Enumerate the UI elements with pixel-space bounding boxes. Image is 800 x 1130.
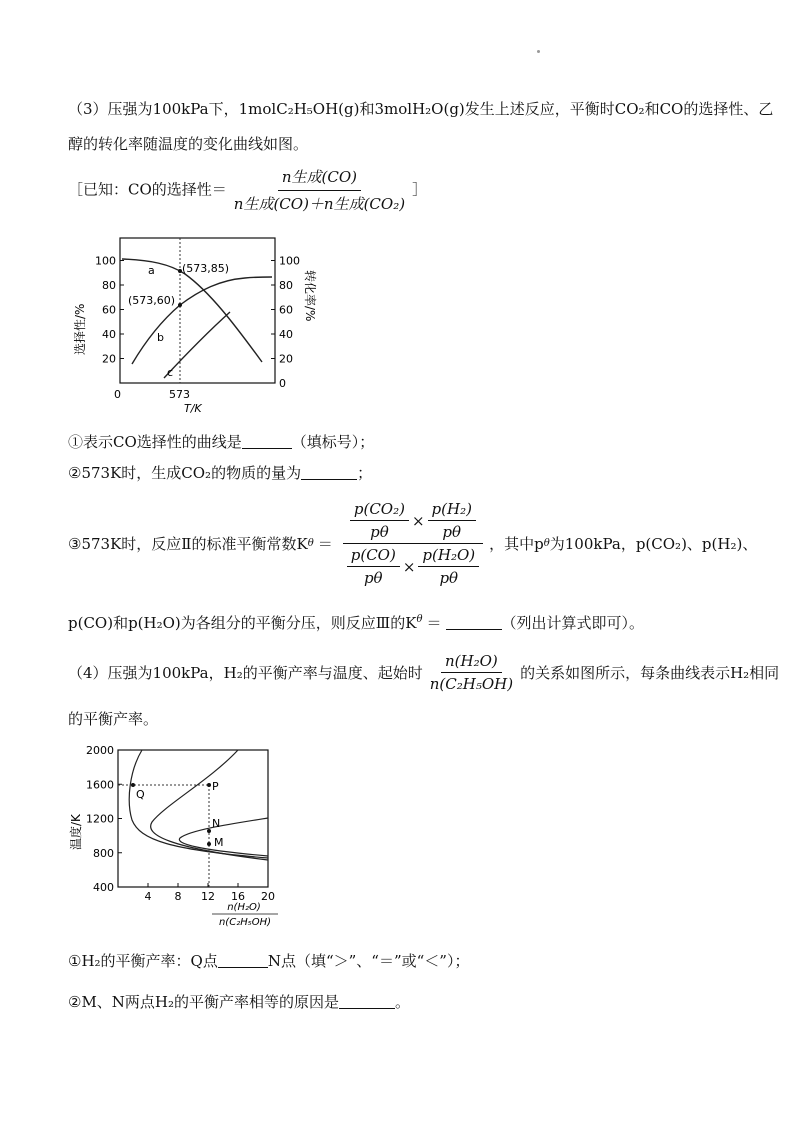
y-right-tick-label-40: 40 bbox=[279, 328, 293, 341]
y-left-tick-label-100: 100 bbox=[95, 254, 116, 268]
point-573-60 bbox=[178, 303, 182, 307]
x-tick-573: 573 bbox=[169, 388, 190, 401]
y-right-tick-label-20: 20 bbox=[279, 352, 293, 366]
part4-intro: （4）压强为100kPa，H₂的平衡产率与温度、起始时 $\frac{\text{n(H₂O)}}{\text{n(C₂H₅OH)}}$ 的关系如图所示，每条曲线表示H₂相同 bbox=[68, 652, 780, 693]
h2-yield-contour-chart bbox=[60, 740, 320, 930]
label-Q: Q bbox=[136, 788, 145, 801]
known-selectivity-formula: ［已知：CO的选择性＝ $\frac{\text{n生成(CO)}}{\text{n生成(CO)＋n生成(CO₂)}}$ ］ bbox=[68, 168, 428, 213]
x-label-num: n(H₂O) bbox=[227, 902, 261, 913]
part3-q2: ②573K时，生成CO₂的物质的量为 ； bbox=[68, 464, 373, 482]
point-M bbox=[207, 842, 211, 846]
x-tick-label-12: 12 bbox=[201, 890, 215, 903]
y-tick-label-1600: 1600 bbox=[86, 778, 114, 792]
y-left-axis-label: 选择性/% bbox=[73, 303, 87, 355]
ratio-fraction: $\frac{\text{n(H₂O)}}{\text{n(C₂H₅OH)}}$ bbox=[429, 652, 514, 693]
y-left-tick-label-80: 80 bbox=[102, 279, 116, 292]
y-axis-label: 温度/K bbox=[69, 814, 83, 850]
label-P: P bbox=[212, 780, 219, 793]
x-axis-label: T/K bbox=[184, 402, 202, 415]
y-right-tick-label-60: 60 bbox=[279, 303, 293, 317]
part3-q1: ①表示CO选择性的曲线是 （填标号）； bbox=[68, 433, 375, 451]
y-tick-label-2000: 2000 bbox=[86, 744, 114, 757]
curve-c bbox=[164, 312, 230, 378]
y-left-tick-label-20: 20 bbox=[102, 352, 116, 366]
plot-frame bbox=[118, 750, 268, 887]
label-c: c bbox=[167, 366, 174, 379]
label-a: a bbox=[148, 264, 155, 277]
annotation-573-85: (573,85) bbox=[182, 262, 230, 275]
answer-blank-4q1 bbox=[218, 967, 268, 968]
point-N bbox=[207, 829, 211, 833]
curve-inner bbox=[179, 818, 268, 856]
y-right-tick-label-80: 80 bbox=[279, 279, 293, 292]
y-right-tick-label-100: 100 bbox=[279, 254, 300, 268]
label-b: b bbox=[157, 331, 164, 344]
label-N: N bbox=[212, 817, 221, 830]
k-theta-fraction: $\frac{\text{p(CO₂)}}{p\theta}$ × $\frac{\text{p(H₂)}}{p\theta}$ $\frac{p(CO)}{p\theta}$ × $\frac{\text{p(H₂O)}}{p\theta}$ bbox=[340, 500, 486, 587]
annotation-573-60: (573,60) bbox=[128, 294, 176, 307]
selectivity-fraction: $\frac{\text{n生成(CO)}}{\text{n生成(CO)＋n生成(CO₂)}}$ bbox=[233, 168, 406, 213]
answer-blank-q1 bbox=[242, 448, 292, 449]
label-M: M bbox=[214, 836, 224, 849]
x-label-den: n(C₂H₅OH) bbox=[218, 917, 272, 928]
part3-q3-line2: p(CO)和p(H₂O)为各组分的平衡分压，则反应Ⅲ的$K^\theta$ ＝ （列出计算式即可）。 bbox=[68, 614, 645, 632]
point-P bbox=[207, 783, 211, 787]
y-tick-label-1200: 1200 bbox=[86, 812, 114, 826]
part3-intro-line1: （3）压强为100kPa下，1molC₂H₅OH(g)和3molH₂O(g)发生上述反应，平衡时CO₂和CO的选择性、乙 bbox=[68, 100, 774, 118]
answer-blank-4q2 bbox=[339, 1008, 395, 1009]
answer-blank-q3 bbox=[446, 629, 502, 630]
curve-outer bbox=[129, 750, 268, 858]
x-tick-label-4: 4 bbox=[144, 890, 152, 903]
part4-q1: ①H₂的平衡产率：Q点 N点（填“＞”、“＝”或“＜”）； bbox=[68, 952, 470, 970]
x-tick-label-8: 8 bbox=[174, 890, 182, 903]
selectivity-conversion-chart bbox=[60, 230, 320, 420]
stray-dot bbox=[537, 50, 540, 53]
x-tick-label-16: 16 bbox=[231, 890, 245, 903]
y-tick-label-400: 400 bbox=[93, 881, 114, 894]
y-tick-label-800: 800 bbox=[93, 846, 114, 860]
part3-intro-line2: 醇的转化率随温度的变化曲线如图。 bbox=[68, 135, 309, 153]
part4-q2: ②M、N两点H₂的平衡产率相等的原因是 。 bbox=[68, 993, 411, 1011]
x-tick-label-20: 20 bbox=[261, 890, 275, 903]
y-right-axis-label: 转化率/% bbox=[303, 270, 317, 322]
point-Q bbox=[131, 783, 135, 787]
y-right-tick-label-0: 0 bbox=[279, 377, 286, 390]
y-left-tick-label-40: 40 bbox=[102, 328, 116, 341]
plot-frame bbox=[120, 238, 275, 383]
curve-b bbox=[132, 277, 272, 364]
y-left-tick-label-60: 60 bbox=[102, 303, 116, 317]
x-origin-label: 0 bbox=[114, 388, 121, 401]
answer-blank-q2 bbox=[301, 479, 357, 480]
part4-intro-line2: 的平衡产率。 bbox=[68, 710, 159, 728]
part3-q3: ③573K时，反应Ⅱ的标准平衡常数K θ ＝ $\frac{\text{p(CO₂)}}{p\theta}$ × $\frac{\text{p(H₂)}}{p\theta}$ $\frac{p(CO)}{p\theta}$ × $\frac{\text{p(H₂O)}}{p\theta}$ ，其中p θ 为100kPa，p(CO₂)、p(H₂)、 bbox=[68, 500, 758, 587]
